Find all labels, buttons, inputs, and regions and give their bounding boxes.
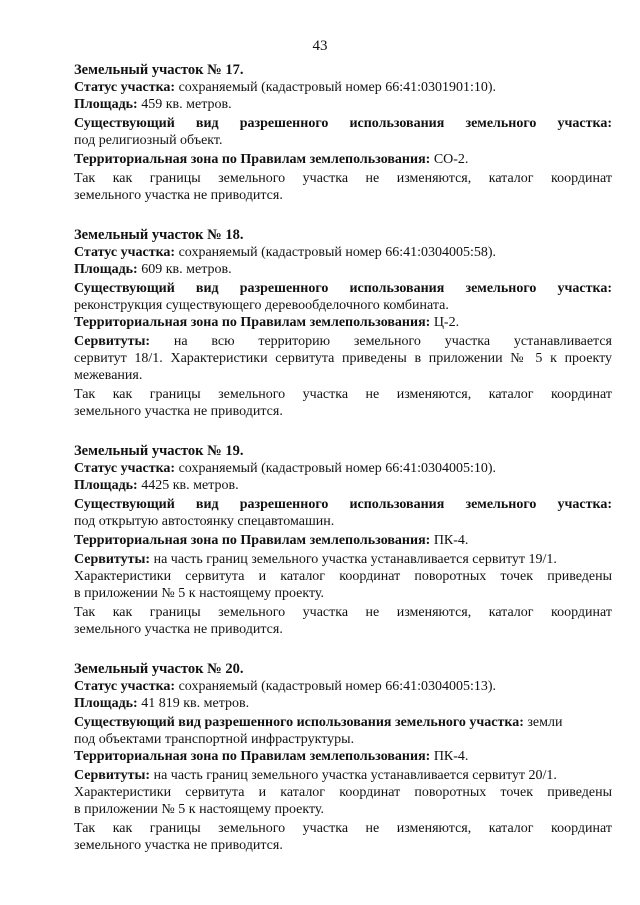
area-line xyxy=(74,261,612,278)
status-line xyxy=(74,79,612,96)
use-value: под объектами транспортной инфраструктуры. xyxy=(74,732,355,747)
area-label: Площадь: xyxy=(74,97,138,112)
servitude-line-3: в приложении № 5 к настоящему проекту. xyxy=(74,586,324,601)
section-title: Земельный участок № 17. xyxy=(74,62,244,78)
servitude-text: на всю территорию земельного участка устанавливается xyxy=(150,334,612,349)
servitude-label: Сервитуты: xyxy=(74,334,151,349)
use-label: Существующий вид разрешенного использования земельного участка: xyxy=(74,497,612,512)
zone-value: ПК-4. xyxy=(430,533,469,548)
status-label: Статус участка: xyxy=(74,461,176,476)
use-value: реконструкция существующего деревообделочного комбината. xyxy=(74,298,449,313)
servitude-text: на часть границ земельного участка устанавливается сервитут 20/1. xyxy=(150,768,557,783)
zone-label: Территориальная зона по Правилам землепользования: xyxy=(74,315,431,330)
note-line-1: Так как границы земельного участка не изменяются, каталог координат xyxy=(74,821,612,836)
servitude-line-1 xyxy=(74,551,612,568)
zone-line xyxy=(74,151,612,168)
area-label: Площадь: xyxy=(74,696,138,711)
use-label: Существующий вид разрешенного использования земельного участка: xyxy=(74,116,612,131)
status-value: сохраняемый (кадастровый номер 66:41:0304005:58). xyxy=(175,245,497,260)
zone-value: Ц-2. xyxy=(430,315,460,330)
status-line xyxy=(74,678,612,695)
land-plot-section-18 xyxy=(74,227,612,420)
area-value: 4425 кв. метров. xyxy=(137,478,239,493)
zone-label: Территориальная зона по Правилам землепользования: xyxy=(74,533,431,548)
use-line xyxy=(74,714,612,731)
area-line xyxy=(74,96,612,113)
area-label: Площадь: xyxy=(74,262,138,277)
use-label: Существующий вид разрешенного использования земельного участка: xyxy=(74,281,612,296)
status-label: Статус участка: xyxy=(74,679,176,694)
land-plot-section-17 xyxy=(74,62,612,204)
status-label: Статус участка: xyxy=(74,245,176,260)
servitude-line-2: Характеристики сервитута и каталог координат поворотных точек приведены xyxy=(74,785,612,800)
land-plot-section-19 xyxy=(74,443,612,638)
use-label: Существующий вид разрешенного использования земельного участка: xyxy=(74,715,524,730)
note-line-2: земельного участка не приводится. xyxy=(74,404,283,419)
note-line-2: земельного участка не приводится. xyxy=(74,622,283,637)
servitude-text: на часть границ земельного участка устанавливается сервитут 19/1. xyxy=(150,552,557,567)
status-line xyxy=(74,244,612,261)
use-value-inline: земли xyxy=(523,715,563,730)
area-value: 41 819 кв. метров. xyxy=(137,696,250,711)
document-content xyxy=(74,62,612,854)
zone-label: Территориальная зона по Правилам землепользования: xyxy=(74,152,431,167)
status-value: сохраняемый (кадастровый номер 66:41:0304005:10). xyxy=(175,461,497,476)
note-line-1: Так как границы земельного участка не изменяются, каталог координат xyxy=(74,387,612,402)
status-line xyxy=(74,460,612,477)
zone-value: СО-2. xyxy=(430,152,469,167)
area-line xyxy=(74,477,612,494)
servitude-line-3: в приложении № 5 к настоящему проекту. xyxy=(74,802,324,817)
status-value: сохраняемый (кадастровый номер 66:41:0304005:13). xyxy=(175,679,497,694)
servitude-label: Сервитуты: xyxy=(74,768,151,783)
section-title: Земельный участок № 19. xyxy=(74,443,244,459)
land-plot-section-20 xyxy=(74,661,612,854)
status-label: Статус участка: xyxy=(74,80,176,95)
page-number: 43 xyxy=(312,38,328,54)
servitude-line-3: межевания. xyxy=(74,368,143,383)
section-title: Земельный участок № 20. xyxy=(74,661,244,677)
status-value: сохраняемый (кадастровый номер 66:41:0301901:10). xyxy=(175,80,497,95)
use-value: под религиозный объект. xyxy=(74,133,223,148)
note-line-1: Так как границы земельного участка не изменяются, каталог координат xyxy=(74,605,612,620)
servitude-line-1 xyxy=(74,767,612,784)
note-line-1: Так как границы земельного участка не изменяются, каталог координат xyxy=(74,171,612,186)
area-value: 459 кв. метров. xyxy=(137,97,232,112)
zone-line xyxy=(74,748,612,765)
zone-line xyxy=(74,532,612,549)
area-line xyxy=(74,695,612,712)
zone-value: ПК-4. xyxy=(430,749,469,764)
zone-label: Территориальная зона по Правилам землепользования: xyxy=(74,749,431,764)
area-value: 609 кв. метров. xyxy=(137,262,232,277)
servitude-label: Сервитуты: xyxy=(74,552,151,567)
note-line-2: земельного участка не приводится. xyxy=(74,838,283,853)
note-line-2: земельного участка не приводится. xyxy=(74,188,283,203)
zone-line xyxy=(74,314,612,331)
section-title: Земельный участок № 18. xyxy=(74,227,244,243)
use-value: под открытую автостоянку спецавтомашин. xyxy=(74,514,335,529)
servitude-line-2: Характеристики сервитута и каталог координат поворотных точек приведены xyxy=(74,569,612,584)
servitude-line-1 xyxy=(74,333,612,350)
area-label: Площадь: xyxy=(74,478,138,493)
servitude-line-2: сервитут 18/1. Характеристики сервитута приведены в приложении № 5 к проекту xyxy=(74,351,612,366)
